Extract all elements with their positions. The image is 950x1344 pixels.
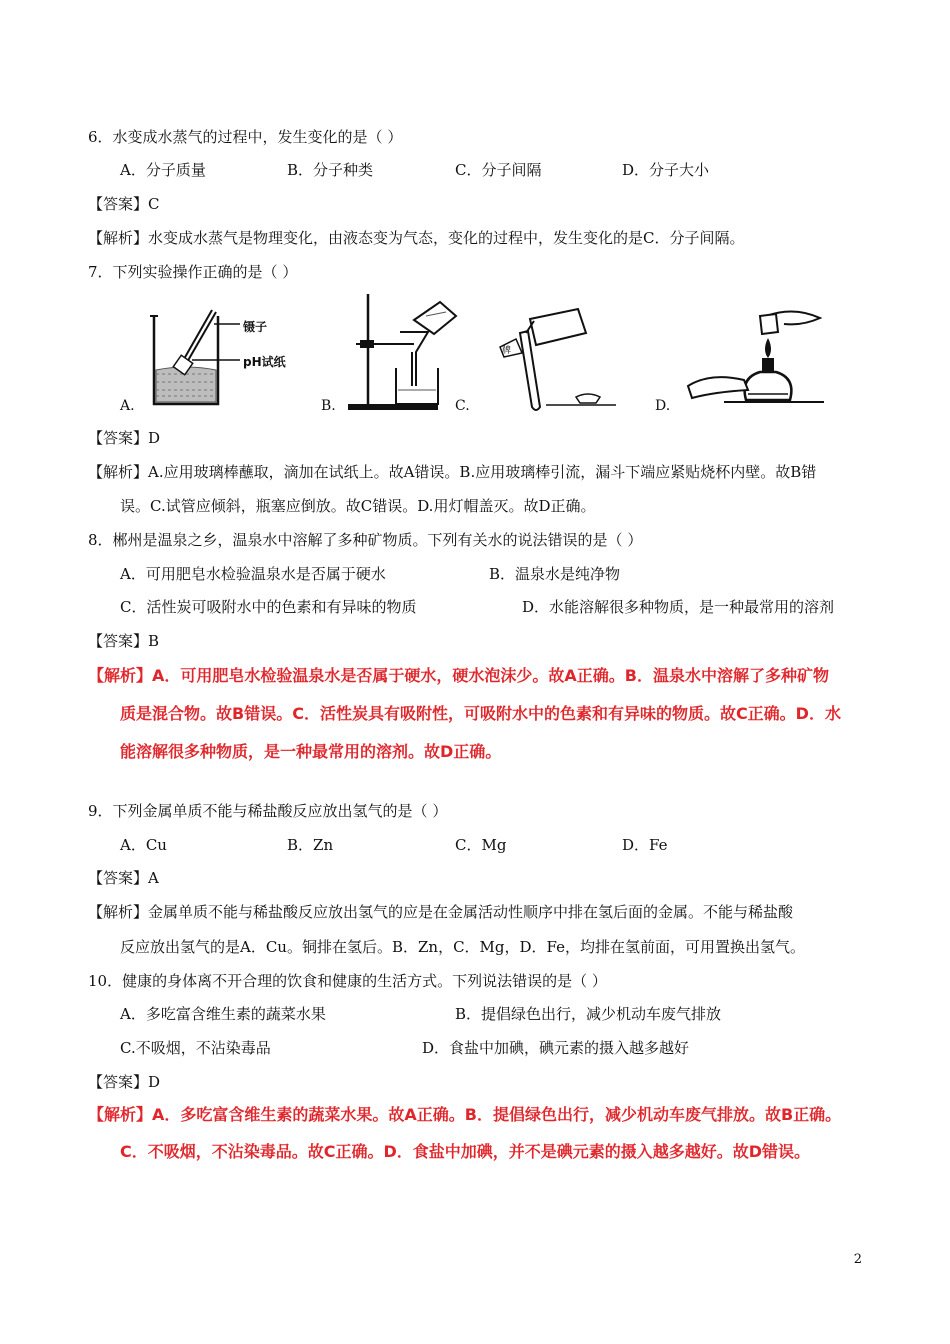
q7-answer: 【答案】D bbox=[88, 429, 161, 447]
q6-option-a: A．分子质量 bbox=[120, 161, 206, 179]
q8-stem: 8．郴州是温泉之乡，温泉水中溶解了多种矿物质。下列有关水的说法错误的是（ ） bbox=[88, 531, 643, 549]
page-number: 2 bbox=[853, 1252, 862, 1267]
q9-option-d: D．Fe bbox=[622, 836, 668, 854]
q7-figure-a-tweezers-label: 镊子 bbox=[243, 320, 268, 334]
q7-figure-d-alcohol-lamp-image bbox=[684, 302, 830, 412]
q7-figure-a-label: A. bbox=[120, 398, 135, 414]
q9-option-b: B．Zn bbox=[287, 836, 334, 854]
q7-figure-a-phpaper-label: pH试纸 bbox=[243, 355, 286, 369]
q8-option-d: D．水能溶解很多种物质，是一种最常用的溶剂 bbox=[522, 598, 835, 616]
q8-option-b: B．温泉水是纯净物 bbox=[489, 565, 621, 583]
q9-answer: 【答案】A bbox=[88, 869, 159, 887]
q9-analysis-line-2: 反应放出氢气的是A．Cu。铜排在氢后。B．Zn，C．Mg，D．Fe，均排在氢前面，可用置换出氢气。 bbox=[120, 938, 806, 956]
q7-figure-b-label: B. bbox=[321, 398, 336, 414]
q10-option-d: D．食盐中加碘，碘元素的摄入越多越好 bbox=[422, 1039, 690, 1057]
q6-option-d: D．分子大小 bbox=[622, 161, 710, 179]
q9-analysis-line-1: 【解析】金属单质不能与稀盐酸反应放出氢气的应是在金属活动性顺序中排在氢后面的金属。不能与稀盐酸 bbox=[88, 903, 794, 921]
svg-text:牌: 牌 bbox=[502, 346, 512, 356]
q6-answer: 【答案】C bbox=[88, 195, 160, 213]
q6-analysis: 【解析】水变成水蒸气是物理变化，由液态变为气态，变化的过程中，发生变化的是C．分子间隔。 bbox=[88, 229, 745, 247]
q8-analysis-line-1: 【解析】A．可用肥皂水检验温泉水是否属于硬水，硬水泡沫少。故A正确。B．温泉水中溶解了多种矿物 bbox=[88, 666, 829, 685]
q7-figure-c-pouring-image bbox=[486, 305, 616, 411]
q6-stem: 6．水变成水蒸气的过程中，发生变化的是（ ） bbox=[88, 128, 403, 146]
q7-figure-b-filtration-image bbox=[342, 290, 462, 414]
q6-option-b: B．分子种类 bbox=[287, 161, 374, 179]
q6-option-c: C．分子间隔 bbox=[455, 161, 542, 179]
q8-option-a: A．可用肥皂水检验温泉水是否属于硬水 bbox=[120, 565, 386, 583]
q10-stem: 10．健康的身体离不开合理的饮食和健康的生活方式。下列说法错误的是（ ） bbox=[88, 972, 607, 990]
q9-stem: 9．下列金属单质不能与稀盐酸反应放出氢气的是（ ） bbox=[88, 802, 448, 820]
q10-option-a: A．多吃富含维生素的蔬菜水果 bbox=[120, 1005, 326, 1023]
q7-analysis-line-2: 误。C.试管应倾斜，瓶塞应倒放。故C错误。D.用灯帽盖灭。故D正确。 bbox=[120, 497, 596, 515]
q7-figure-c-label: C. bbox=[455, 398, 470, 414]
q8-analysis-line-3: 能溶解很多种物质，是一种最常用的溶剂。故D正确。 bbox=[120, 742, 502, 761]
q7-analysis-line-1: 【解析】A.应用玻璃棒蘸取，滴加在试纸上。故A错误。B.应用玻璃棒引流，漏斗下端应紧贴烧杯内壁。故B错 bbox=[88, 463, 817, 481]
q8-option-c: C．活性炭可吸附水中的色素和有异味的物质 bbox=[120, 598, 417, 616]
q10-option-c: C.不吸烟，不沾染毒品 bbox=[120, 1039, 271, 1057]
q10-analysis-line-2: C．不吸烟，不沾染毒品。故C正确。D．食盐中加碘，并不是碘元素的摄入越多越好。故D错误。 bbox=[120, 1142, 811, 1161]
q7-figure-d-label: D. bbox=[655, 398, 671, 414]
q10-answer: 【答案】D bbox=[88, 1073, 161, 1091]
q9-option-a: A．Cu bbox=[120, 836, 167, 854]
q10-analysis-line-1: 【解析】A．多吃富含维生素的蔬菜水果。故A正确。B．提倡绿色出行，减少机动车废气排放。故B正确。 bbox=[88, 1105, 842, 1124]
q7-stem: 7．下列实验操作正确的是（ ） bbox=[88, 263, 298, 281]
q8-analysis-line-2: 质是混合物。故B错误。C．活性炭具有吸附性，可吸附水中的色素和有异味的物质。故C正确。D．水 bbox=[120, 704, 841, 723]
q10-option-b: B．提倡绿色出行，减少机动车废气排放 bbox=[455, 1005, 722, 1023]
q9-option-c: C．Mg bbox=[455, 836, 507, 854]
q8-answer: 【答案】B bbox=[88, 632, 160, 650]
